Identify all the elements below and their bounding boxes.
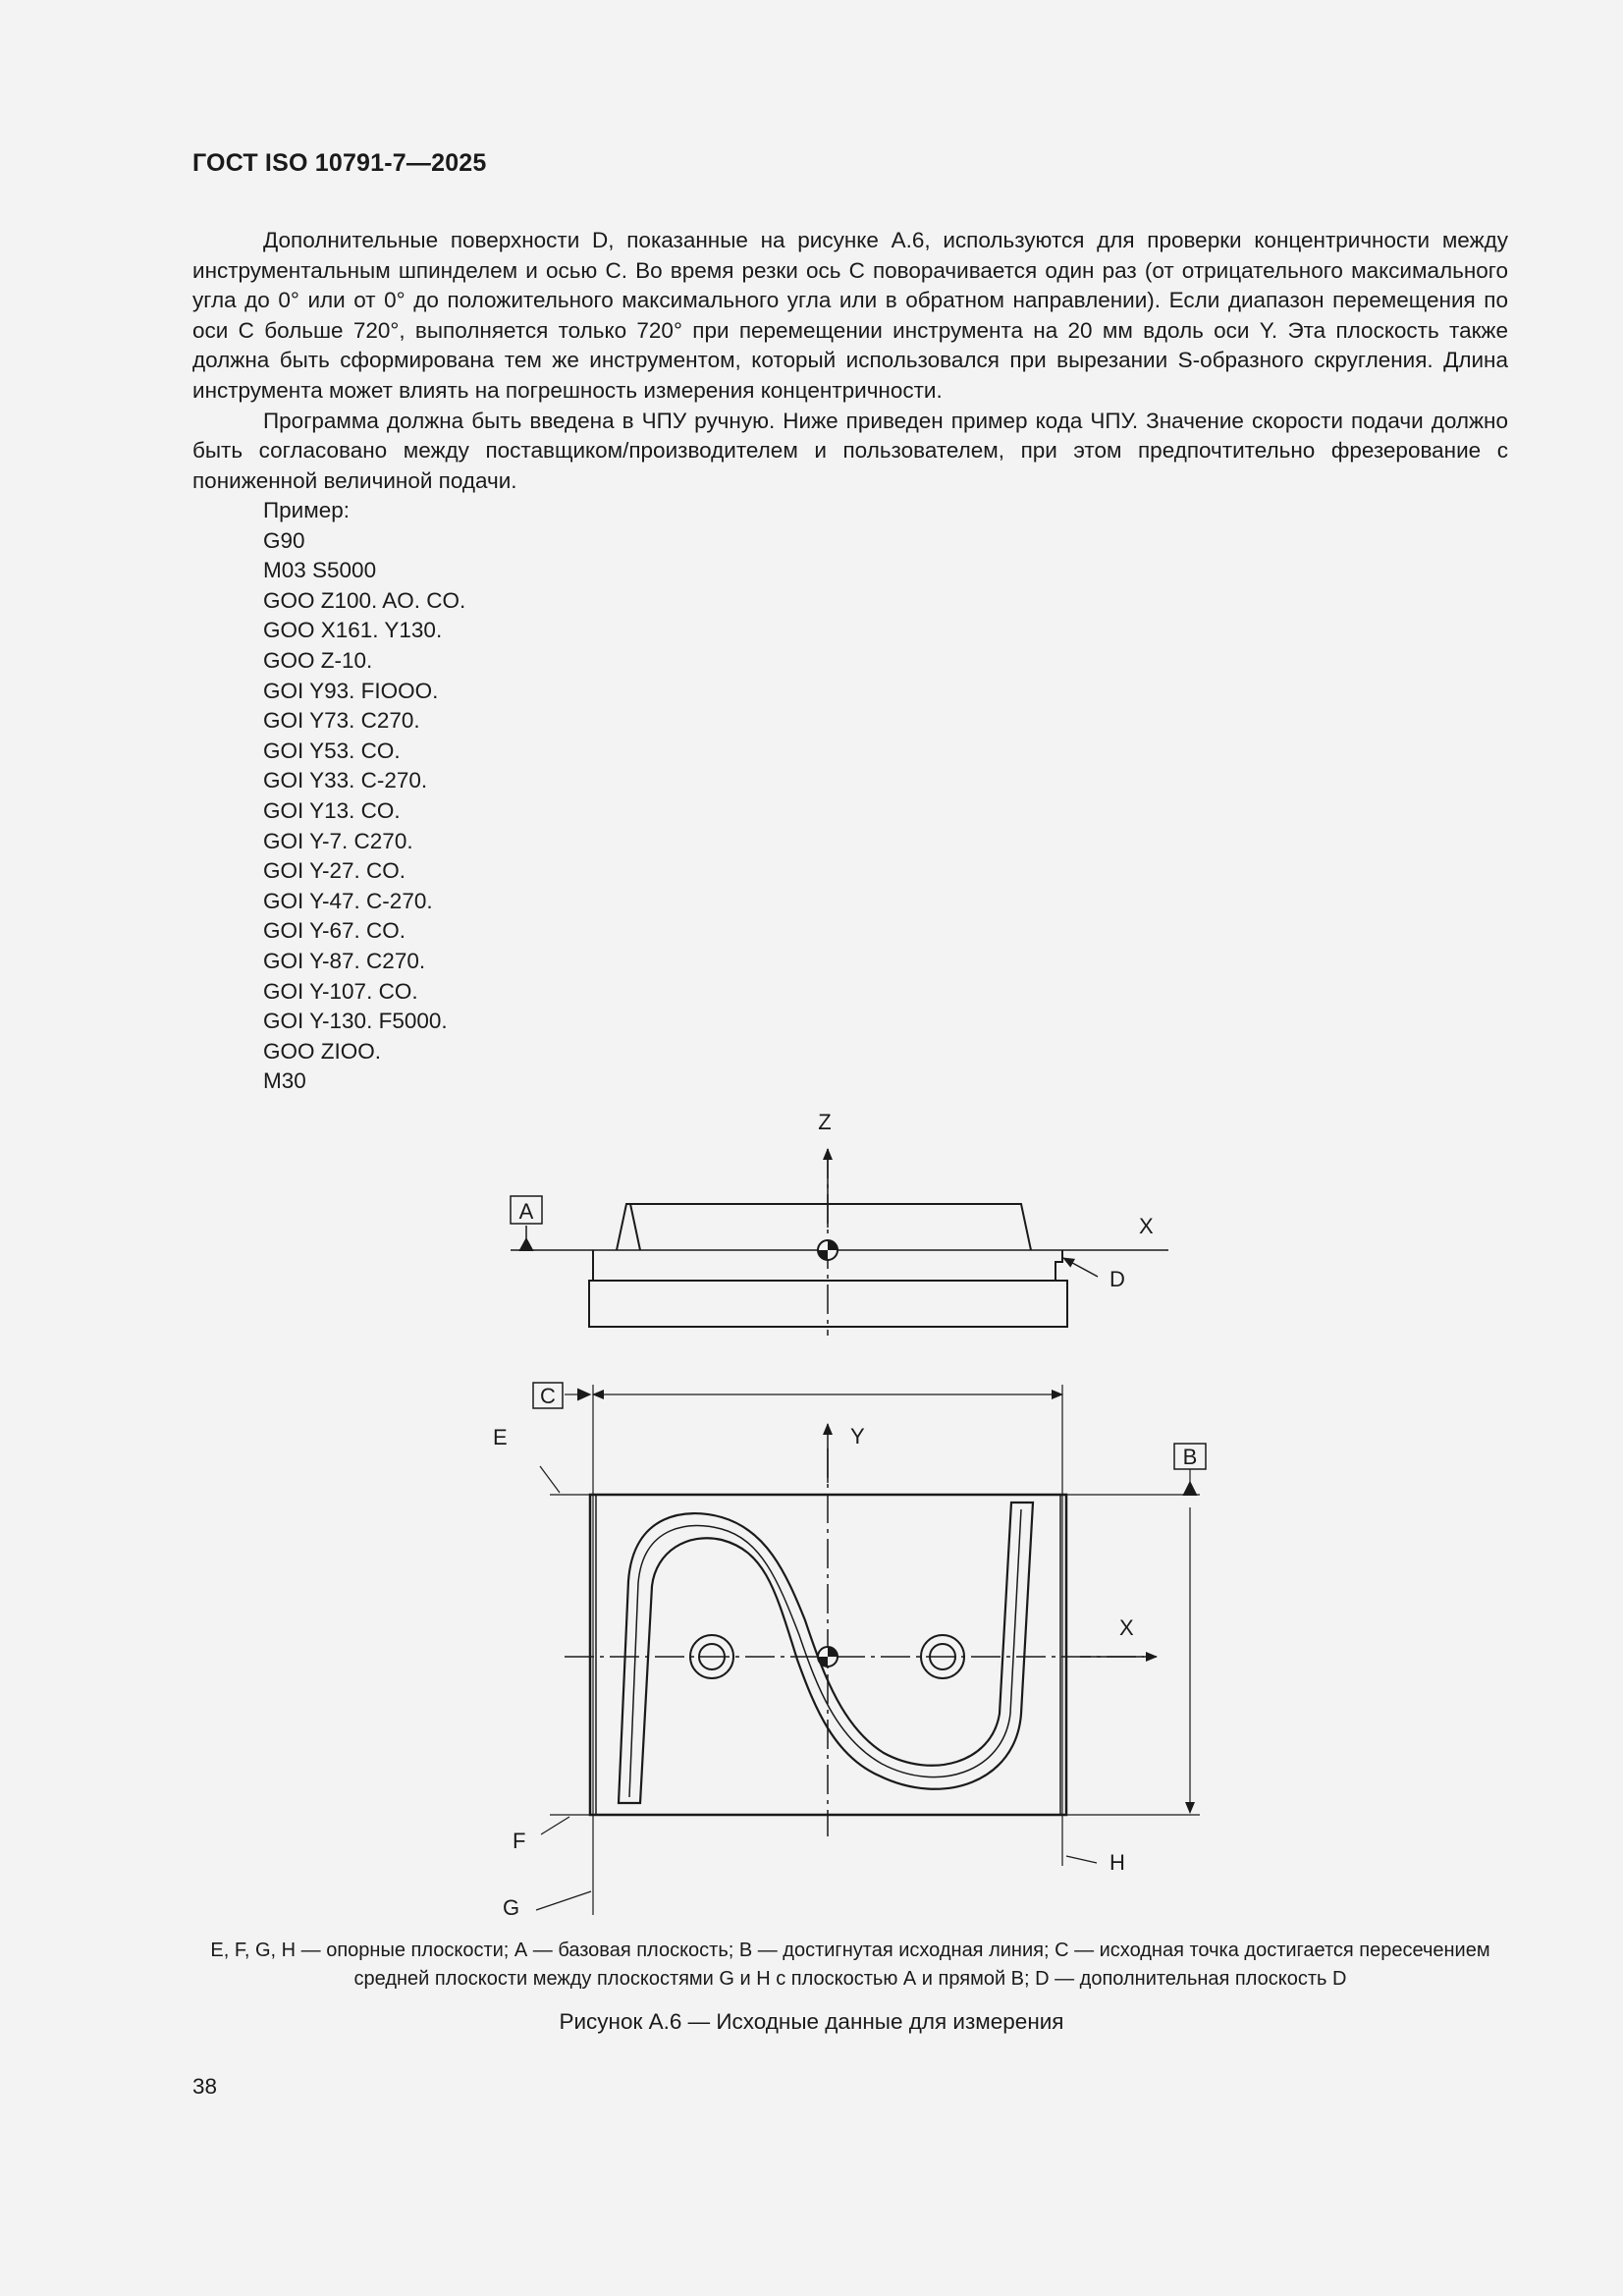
code-line: GOI Y33. C-270. (263, 768, 428, 793)
code-line: GOI Y93. FIOOO. (263, 678, 439, 703)
plane-e-label: E (493, 1425, 508, 1449)
technical-drawing (0, 1090, 1623, 1944)
code-line: GOI Y13. CO. (263, 797, 401, 823)
datum-b-label: B (1182, 1445, 1198, 1469)
page-number: 38 (192, 2074, 218, 2099)
paragraph: Программа должна быть введена в ЧПУ ручную. Ниже приведен пример кода ЧПУ. Значение скорости подачи должно быть согласовано между поставщиком/производителем и пользователем, при этом предпочтительно фрезерование с пониженной величиной подачи. (192, 408, 1508, 493)
x-axis-label-top: X (1139, 1214, 1154, 1238)
plane-g-label: G (503, 1895, 520, 1920)
code-line: M03 S5000 (263, 558, 377, 583)
figure-legend: E, F, G, H — опорные плоскости; А — базовая плоскость; В — достигнутая исходная линия; С — исходная точка достигается пересечением средней плоскости между плоскостями G и H с плоскостью А и прямой B; D — дополнительная плоскость D (210, 1940, 1490, 1990)
datum-a-label: A (518, 1199, 534, 1224)
code-line: GOI Y-107. CO. (263, 978, 418, 1004)
code-line: G90 (263, 527, 305, 553)
code-line: GOI Y-130. F5000. (263, 1009, 448, 1034)
side-view (511, 1149, 1168, 1336)
document-header: ГОСТ ISO 10791-7—2025 (192, 149, 487, 177)
code-line: GOI Y-87. C270. (263, 948, 426, 973)
y-axis-label: Y (850, 1424, 865, 1449)
figure-caption: Рисунок А.6 — Исходные данные для измерения (559, 2009, 1064, 2034)
plan-view (533, 1383, 1206, 1915)
paragraph: Дополнительные поверхности D, показанные на рисунке А.6, используются для проверки концентричности между инструментальным шпинделем и осью C. Во время резки ось C поворачивается один раз (от отрицательного максимального угла до 0° или от 0° до положительного максимального угла или в обратном направлении). Если диапазон перемещения по оси C больше 720°, выполняется только 720° при перемещении инструмента на 20 мм вдоль оси Y. Эта плоскость также должна быть сформирована тем же инструментом, который использовался при вырезании S-образного скругления. Длина инструмента может влиять на погрешность измерения концентричности. (192, 228, 1508, 403)
code-line: GOO Z100. AO. CO. (263, 587, 466, 613)
code-line: M30 (263, 1068, 306, 1094)
z-axis-label: Z (818, 1110, 832, 1134)
nc-code-example (263, 496, 465, 1097)
code-line: GOI Y-47. C-270. (263, 888, 433, 913)
body-text (192, 226, 1508, 496)
datum-c-label: C (540, 1384, 556, 1408)
code-line: GOI Y73. C270. (263, 708, 420, 734)
code-line: GOO ZIOO. (263, 1038, 382, 1064)
surface-d-label: D (1109, 1267, 1125, 1291)
code-line: GOI Y-7. C270. (263, 828, 413, 853)
code-line: Пример: (263, 498, 351, 522)
code-line: GOI Y-67. CO. (263, 918, 406, 944)
code-line: GOI Y53. CO. (263, 738, 401, 763)
x-axis-label-bottom: X (1119, 1615, 1134, 1640)
plane-h-label: H (1109, 1850, 1125, 1875)
code-line: GOO Z-10. (263, 647, 373, 673)
code-line: GOI Y-27. CO. (263, 858, 406, 884)
plane-f-label: F (513, 1829, 526, 1853)
code-line: GOO X161. Y130. (263, 618, 443, 643)
